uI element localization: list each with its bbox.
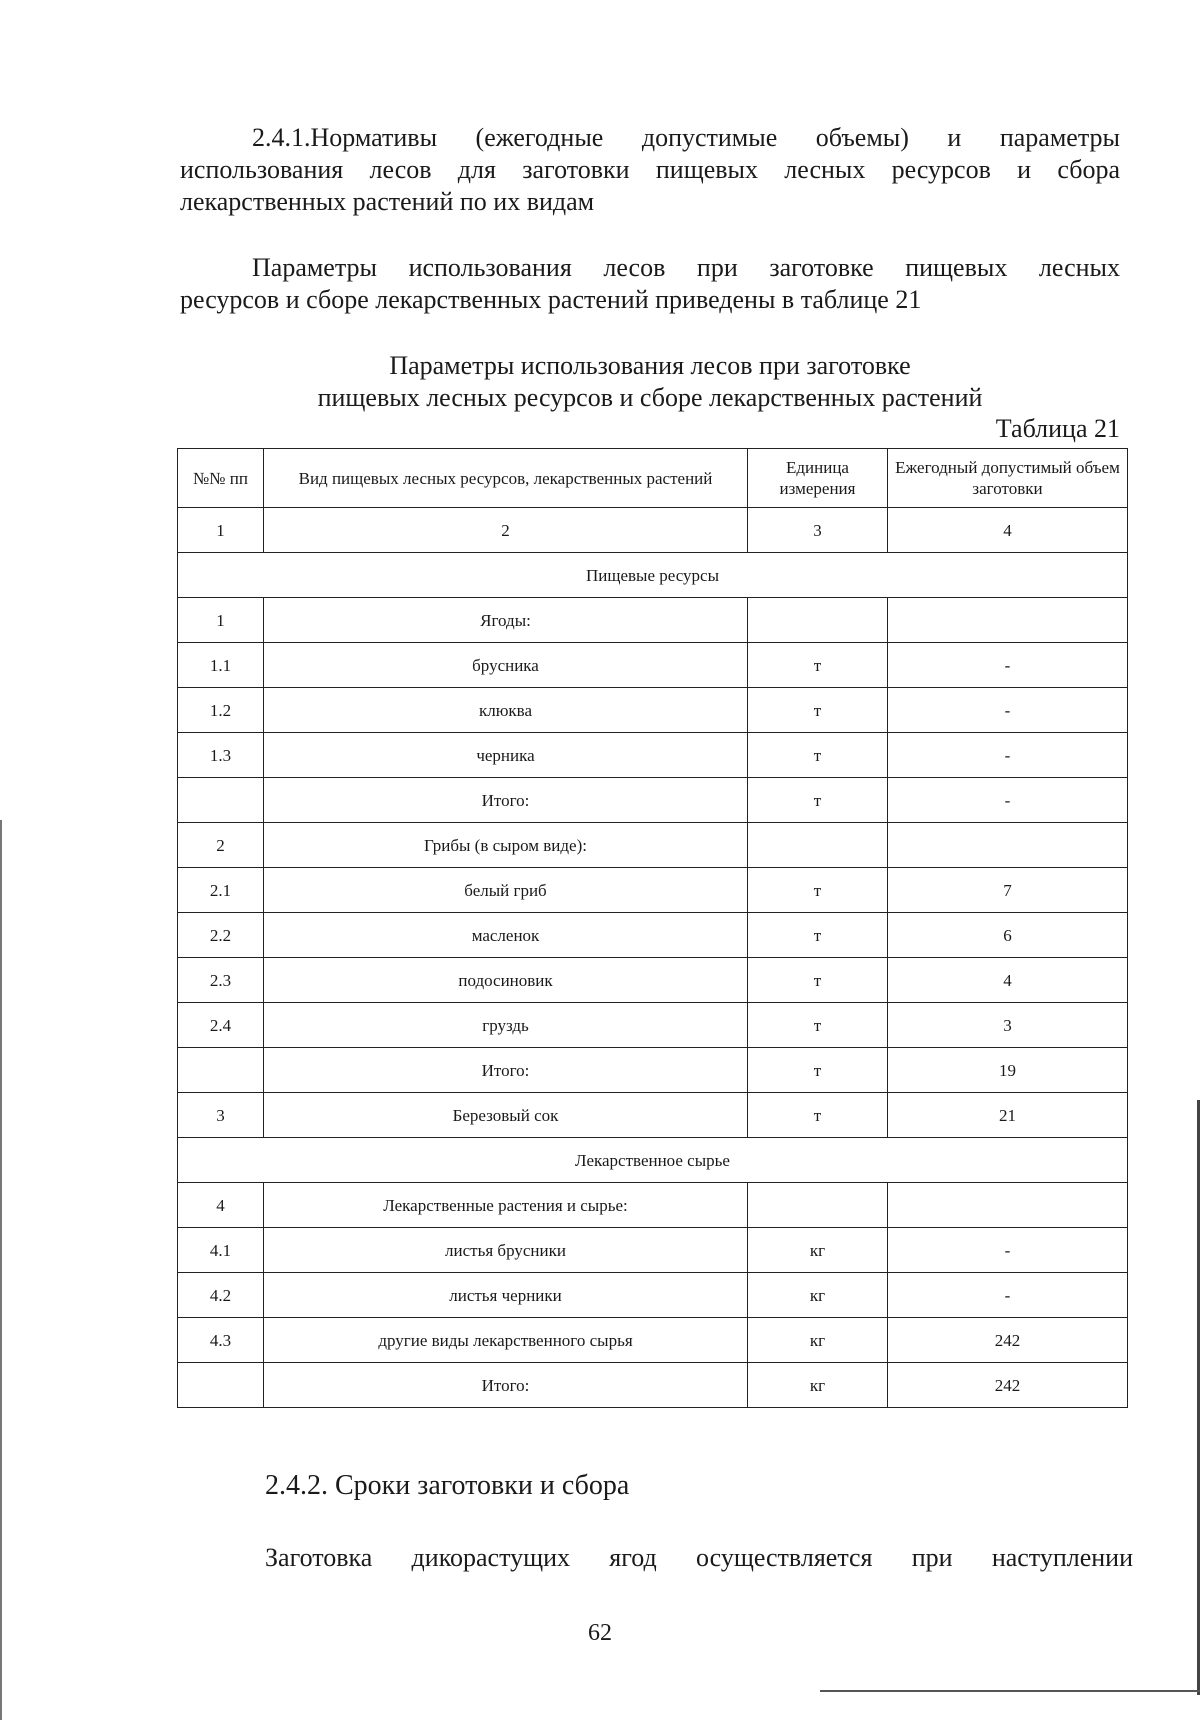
volume-cell: - — [888, 778, 1128, 823]
heading-line-2: использования лесов для заготовки пищевых лесных ресурсов и сбора — [180, 155, 1120, 184]
volume-cell — [888, 823, 1128, 868]
resource-name: Итого: — [264, 1363, 748, 1408]
unit-cell: кг — [748, 1228, 888, 1273]
scan-bottom-line — [820, 1690, 1200, 1692]
header-cell: Вид пищевых лесных ресурсов, лекарственных растений — [264, 449, 748, 508]
table-row — [178, 598, 1128, 643]
table-row — [178, 733, 1128, 778]
volume-cell: 242 — [888, 1363, 1128, 1408]
resource-name: брусника — [264, 643, 748, 688]
unit-cell: т — [748, 643, 888, 688]
section-heading-2-4-1 — [180, 122, 1120, 218]
row-number: 2.2 — [178, 913, 264, 958]
column-number-row — [178, 508, 1128, 553]
table-row — [178, 868, 1128, 913]
resource-name: Ягоды: — [264, 598, 748, 643]
unit-cell: т — [748, 1003, 888, 1048]
unit-cell: т — [748, 958, 888, 1003]
row-number: 4 — [178, 1183, 264, 1228]
table-row — [178, 643, 1128, 688]
unit-cell: т — [748, 688, 888, 733]
table-row — [178, 1183, 1128, 1228]
table-title — [180, 350, 1120, 414]
row-number: 2 — [178, 823, 264, 868]
row-number: 1.3 — [178, 733, 264, 778]
resource-name: листья брусники — [264, 1228, 748, 1273]
page-number: 62 — [588, 1620, 612, 1646]
row-number — [178, 778, 264, 823]
section-med-label: Лекарственное сырье — [178, 1138, 1128, 1183]
resource-name: Березовый сок — [264, 1093, 748, 1138]
volume-cell: 21 — [888, 1093, 1128, 1138]
row-number: 1 — [178, 598, 264, 643]
resource-name: Грибы (в сыром виде): — [264, 823, 748, 868]
row-number — [178, 1363, 264, 1408]
heading-line-1: 2.4.1.Нормативы (ежегодные допустимые объемы) и параметры — [252, 123, 1120, 152]
column-number: 2 — [264, 508, 748, 553]
volume-cell: 7 — [888, 868, 1128, 913]
scan-edge-line — [0, 820, 2, 1720]
resource-name: листья черники — [264, 1273, 748, 1318]
table-row — [178, 823, 1128, 868]
section-food-label: Пищевые ресурсы — [178, 553, 1128, 598]
resources-table — [177, 448, 1128, 1408]
table-title-line-2: пищевых лесных ресурсов и сборе лекарственных растений — [317, 383, 983, 412]
volume-cell: 19 — [888, 1048, 1128, 1093]
table-row — [178, 778, 1128, 823]
resource-name: белый гриб — [264, 868, 748, 913]
unit-cell: т — [748, 868, 888, 913]
intro-line-2: ресурсов и сборе лекарственных растений приведены в таблице 21 — [180, 285, 922, 314]
section-row-food — [178, 553, 1128, 598]
unit-cell: т — [748, 733, 888, 778]
table-row — [178, 1273, 1128, 1318]
table-row — [178, 1363, 1128, 1408]
table-row — [178, 958, 1128, 1003]
row-number: 2.3 — [178, 958, 264, 1003]
table-label: Таблица 21 — [995, 414, 1120, 443]
section-row-medicinal — [178, 1138, 1128, 1183]
column-number: 4 — [888, 508, 1128, 553]
row-number: 2.1 — [178, 868, 264, 913]
unit-cell: т — [748, 1093, 888, 1138]
row-number: 4.1 — [178, 1228, 264, 1273]
table-row — [178, 1093, 1128, 1138]
volume-cell: - — [888, 733, 1128, 778]
resource-name: черника — [264, 733, 748, 778]
volume-cell: - — [888, 1273, 1128, 1318]
unit-cell: кг — [748, 1363, 888, 1408]
unit-cell: т — [748, 1048, 888, 1093]
resource-name: Итого: — [264, 1048, 748, 1093]
header-cell: Ежегодный допустимый объем заготовки — [888, 449, 1128, 508]
row-number: 4.2 — [178, 1273, 264, 1318]
table-row — [178, 913, 1128, 958]
unit-cell — [748, 598, 888, 643]
unit-cell — [748, 823, 888, 868]
unit-cell: т — [748, 778, 888, 823]
row-number: 2.4 — [178, 1003, 264, 1048]
section-2-4-2-text: Заготовка дикорастущих ягод осуществляется при наступлении — [265, 1543, 1133, 1572]
volume-cell: 3 — [888, 1003, 1128, 1048]
header-cell: Единица измерения — [748, 449, 888, 508]
row-number — [178, 1048, 264, 1093]
row-number: 3 — [178, 1093, 264, 1138]
table-row — [178, 1003, 1128, 1048]
resource-name: груздь — [264, 1003, 748, 1048]
table-header-row — [178, 449, 1128, 508]
resource-name: Лекарственные растения и сырье: — [264, 1183, 748, 1228]
header-cell: №№ пп — [178, 449, 264, 508]
table-row — [178, 688, 1128, 733]
unit-cell: кг — [748, 1273, 888, 1318]
volume-cell — [888, 598, 1128, 643]
resource-name: другие виды лекарственного сырья — [264, 1318, 748, 1363]
unit-cell — [748, 1183, 888, 1228]
volume-cell — [888, 1183, 1128, 1228]
table-row — [178, 1318, 1128, 1363]
table-row — [178, 1228, 1128, 1273]
volume-cell: 242 — [888, 1318, 1128, 1363]
resource-name: клюква — [264, 688, 748, 733]
unit-cell: т — [748, 913, 888, 958]
section-heading-2-4-2: 2.4.2. Сроки заготовки и сбора — [265, 1470, 630, 1501]
volume-cell: - — [888, 1228, 1128, 1273]
column-number: 3 — [748, 508, 888, 553]
intro-line-1: Параметры использования лесов при заготовке пищевых лесных — [252, 253, 1120, 282]
table-title-line-1: Параметры использования лесов при заготовке — [389, 351, 911, 380]
volume-cell: - — [888, 688, 1128, 733]
resource-name: Итого: — [264, 778, 748, 823]
row-number: 1.1 — [178, 643, 264, 688]
column-number: 1 — [178, 508, 264, 553]
volume-cell: 4 — [888, 958, 1128, 1003]
resource-name: подосиновик — [264, 958, 748, 1003]
heading-line-3: лекарственных растений по их видам — [180, 187, 595, 216]
volume-cell: - — [888, 643, 1128, 688]
row-number: 4.3 — [178, 1318, 264, 1363]
unit-cell: кг — [748, 1318, 888, 1363]
row-number: 1.2 — [178, 688, 264, 733]
volume-cell: 6 — [888, 913, 1128, 958]
resource-name: масленок — [264, 913, 748, 958]
table-row — [178, 1048, 1128, 1093]
intro-paragraph — [180, 252, 1120, 316]
